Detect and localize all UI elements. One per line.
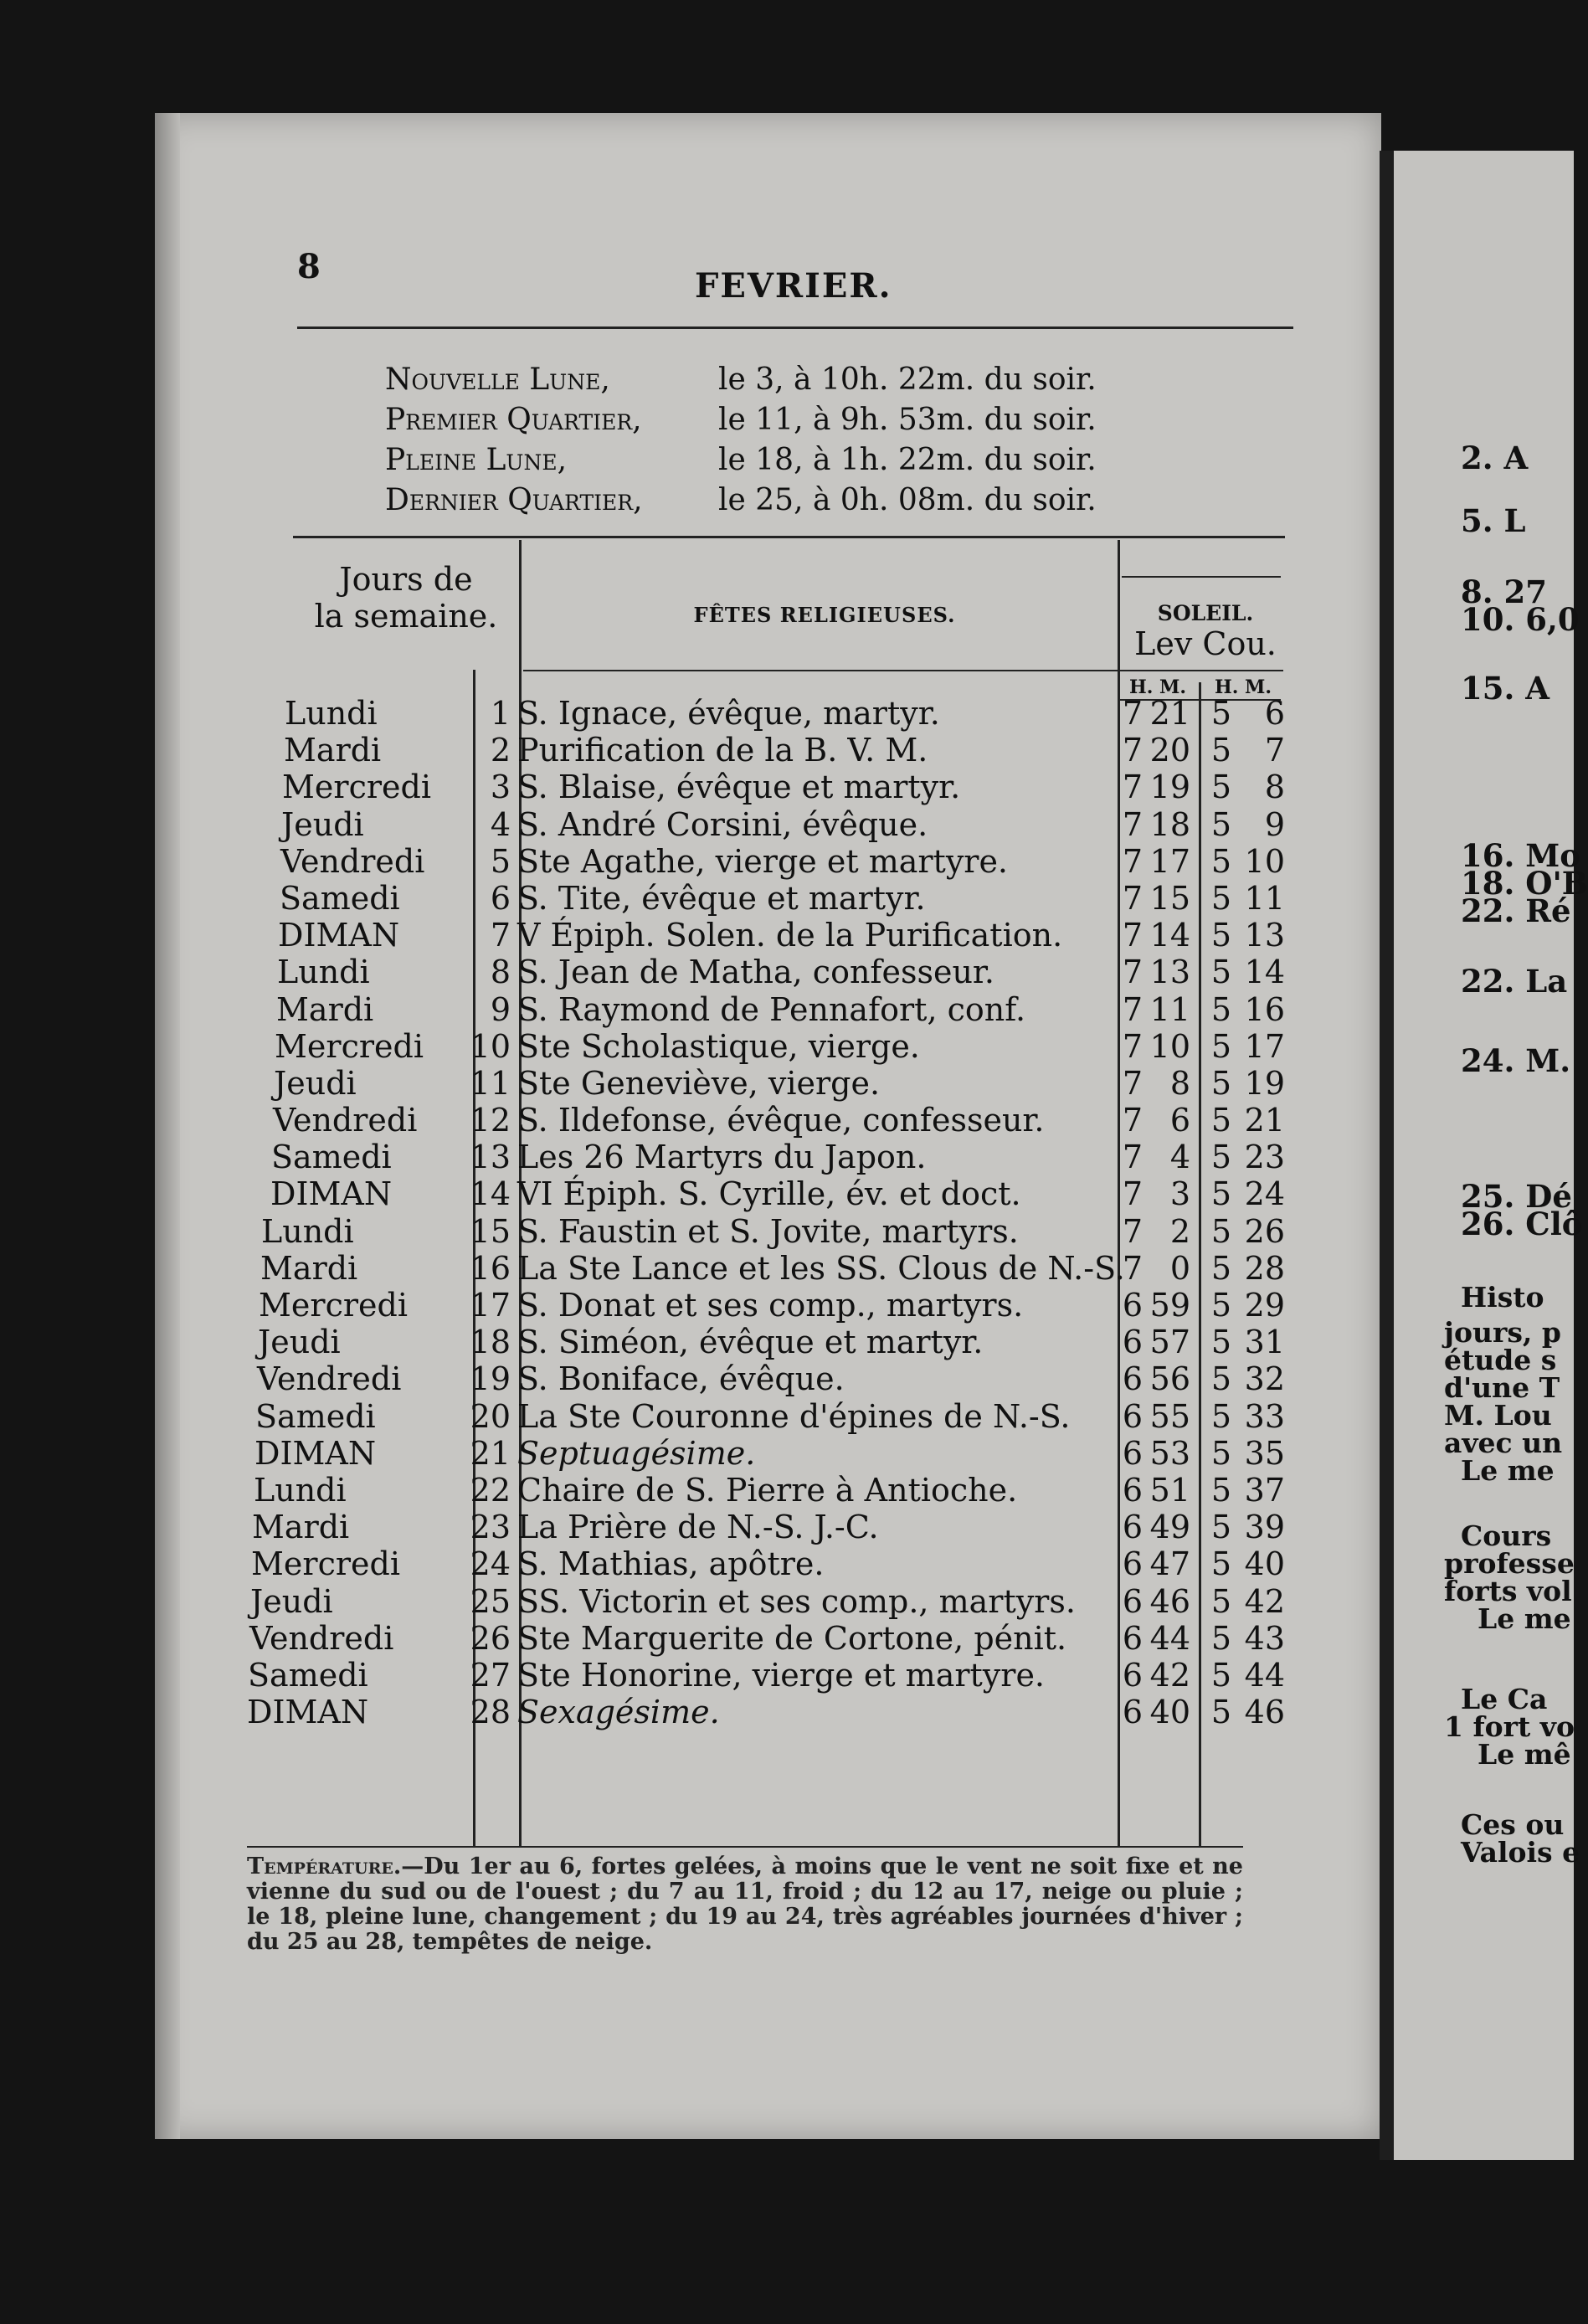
- sunrise-minute: 56: [1149, 1360, 1190, 1398]
- sunset-minute: 42: [1244, 1582, 1285, 1620]
- sunset-hour: 5: [1210, 1324, 1231, 1361]
- sunrise-minute: 57: [1149, 1324, 1190, 1361]
- day-number: 27: [470, 1656, 511, 1694]
- day-name: Samedi: [255, 1397, 376, 1435]
- header-feasts: FÊTES RELIGIEUSES.: [693, 603, 956, 627]
- sunrise-hour: 6: [1122, 1287, 1143, 1324]
- sunset-hour: 5: [1210, 1249, 1231, 1287]
- day-name: Vendredi: [257, 1360, 402, 1398]
- sunrise-minute: 20: [1149, 732, 1190, 769]
- sunset-minute: 33: [1244, 1397, 1285, 1435]
- day-name: Mardi: [276, 990, 374, 1028]
- facing-page-text: Valois e: [1461, 1836, 1580, 1869]
- sunrise-hour: 7: [1122, 1212, 1143, 1250]
- header-sun-sub: Lev Cou.: [1134, 625, 1277, 662]
- sunrise-hour: 7: [1122, 805, 1143, 843]
- header-sun: [1126, 601, 1285, 662]
- sunset-minute: 35: [1244, 1434, 1285, 1472]
- sunrise-minute: 46: [1149, 1582, 1190, 1620]
- sunrise-hour: 6: [1122, 1324, 1143, 1361]
- sunset-hour: 5: [1210, 1471, 1231, 1509]
- day-number: 11: [470, 1064, 511, 1102]
- sunrise-hour: 6: [1122, 1545, 1143, 1583]
- day-name: Vendredi: [249, 1619, 394, 1657]
- moon-phase-text: le 18, à 1h. 22m. du soir.: [718, 443, 1097, 477]
- sunset-minute: 28: [1244, 1249, 1285, 1287]
- sunrise-hour: 7: [1122, 732, 1143, 769]
- sunrise-hour: 6: [1122, 1619, 1143, 1657]
- header-days: [297, 561, 515, 635]
- header-days-line1: Jours de: [339, 561, 473, 598]
- sunrise-hour: 6: [1122, 1360, 1143, 1398]
- facing-page-text: d'une T: [1444, 1371, 1560, 1404]
- sunrise-hour: 7: [1122, 990, 1143, 1028]
- moon-phase-row: [385, 440, 1097, 481]
- sunrise-minute: 55: [1149, 1397, 1190, 1435]
- sunset-minute: 10: [1244, 842, 1285, 880]
- sunrise-hour: 7: [1122, 879, 1143, 917]
- day-number: 18: [470, 1324, 511, 1361]
- sunset-hour: 5: [1210, 990, 1231, 1028]
- sunrise-hour: 7: [1122, 1249, 1143, 1287]
- facing-page-text: Le me: [1461, 1454, 1555, 1487]
- sunset-hour: 5: [1210, 879, 1231, 917]
- day-name: Lundi: [261, 1212, 354, 1250]
- temperature-note: [247, 1854, 1243, 1955]
- facing-page-text: 10. 6,0: [1461, 601, 1580, 638]
- feast-name: S. Mathias, apôtre.: [517, 1545, 825, 1583]
- facing-page-text: 15. A: [1461, 670, 1549, 707]
- day-name: Jeudi: [281, 805, 364, 843]
- title-rule: [297, 326, 1293, 329]
- sunset-hour: 5: [1210, 1139, 1231, 1176]
- sunrise-minute: 8: [1169, 1064, 1190, 1102]
- day-number: 7: [490, 917, 511, 954]
- sunset-hour: 5: [1210, 1027, 1231, 1065]
- day-number: 28: [470, 1694, 511, 1731]
- day-number: 23: [470, 1509, 511, 1546]
- sunrise-hour: 7: [1122, 1102, 1143, 1139]
- day-number: 15: [470, 1212, 511, 1250]
- day-number: 12: [470, 1102, 511, 1139]
- moon-phase-text: le 11, à 9h. 53m. du soir.: [718, 403, 1097, 437]
- day-name: Jeudi: [258, 1324, 341, 1361]
- feast-name: S. Donat et ses comp., martyrs.: [517, 1287, 1024, 1324]
- sunrise-hour: 6: [1122, 1397, 1143, 1435]
- sunrise-minute: 2: [1169, 1212, 1190, 1250]
- sun-header-rule: [1122, 576, 1281, 578]
- feast-name: S. Jean de Matha, confesseur.: [517, 954, 994, 991]
- sunset-minute: 46: [1244, 1694, 1285, 1731]
- day-name: DIMAN: [270, 1175, 393, 1213]
- sunset-hour: 5: [1210, 1360, 1231, 1398]
- sunrise-minute: 19: [1149, 769, 1190, 806]
- sunrise-minute: 42: [1149, 1656, 1190, 1694]
- sunset-hour: 5: [1210, 695, 1231, 732]
- facing-page-text: 22. Ré: [1461, 892, 1571, 929]
- sunrise-minute: 51: [1149, 1471, 1190, 1509]
- sunrise-hour: 6: [1122, 1582, 1143, 1620]
- day-number: 9: [490, 990, 511, 1028]
- sunrise-minute: 15: [1149, 879, 1190, 917]
- sunrise-minute: 53: [1149, 1434, 1190, 1472]
- sunset-minute: 32: [1244, 1360, 1285, 1398]
- sunrise-minute: 49: [1149, 1509, 1190, 1546]
- sunset-minute: 16: [1244, 990, 1285, 1028]
- sunrise-minute: 59: [1149, 1287, 1190, 1324]
- sunrise-minute: 14: [1149, 917, 1190, 954]
- sunset-hour: 5: [1210, 1694, 1231, 1731]
- day-name: Mercredi: [251, 1545, 400, 1583]
- sunset-minute: 43: [1244, 1619, 1285, 1657]
- sunrise-minute: 18: [1149, 805, 1190, 843]
- sunrise-minute: 0: [1169, 1249, 1190, 1287]
- feast-name: La Ste Couronne d'épines de N.-S.: [517, 1397, 1071, 1435]
- day-name: Lundi: [285, 695, 378, 732]
- day-number: 22: [470, 1471, 511, 1509]
- sunrise-hour: 7: [1122, 1139, 1143, 1176]
- sunset-hour: 5: [1210, 1064, 1231, 1102]
- moon-phase-row: [385, 481, 1097, 521]
- facing-page-text: étude s: [1444, 1344, 1557, 1376]
- sunrise-hour: 7: [1122, 1027, 1143, 1065]
- day-name: Samedi: [280, 879, 400, 917]
- feast-name: S. Raymond de Pennafort, conf.: [517, 990, 1026, 1028]
- header-days-line2: la semaine.: [314, 598, 498, 635]
- sunset-minute: 7: [1264, 732, 1285, 769]
- feast-name: Purification de la B. V. M.: [517, 732, 928, 769]
- sunset-minute: 40: [1244, 1545, 1285, 1583]
- sunrise-hour: 7: [1122, 917, 1143, 954]
- sunset-minute: 23: [1244, 1139, 1285, 1176]
- feast-name: S. André Corsini, évêque.: [517, 805, 928, 843]
- facing-page-text: jours, p: [1444, 1316, 1561, 1349]
- moon-phase-name: Premier Quartier,: [385, 403, 642, 437]
- sunset-hour: 5: [1210, 1509, 1231, 1546]
- facing-page-text: forts vol: [1444, 1575, 1572, 1607]
- sunrise-minute: 47: [1149, 1545, 1190, 1583]
- facing-page-text: professe: [1444, 1547, 1575, 1580]
- facing-page-text: Cours: [1461, 1519, 1552, 1552]
- feast-name: Ste Honorine, vierge et martyre.: [517, 1656, 1046, 1694]
- sunrise-hour: 7: [1122, 842, 1143, 880]
- feast-name: V Épiph. Solen. de la Purification.: [517, 917, 1063, 954]
- day-number: 6: [490, 879, 511, 917]
- facing-page-text: Le Ca: [1461, 1683, 1548, 1715]
- day-name: Mercredi: [259, 1287, 408, 1324]
- sunset-minute: 26: [1244, 1212, 1285, 1250]
- day-name: Jeudi: [250, 1582, 333, 1620]
- sunset-hour: 5: [1210, 954, 1231, 991]
- facing-page-text: Histo: [1461, 1281, 1544, 1314]
- sunrise-hour: 7: [1122, 954, 1143, 991]
- sunset-hour: 5: [1210, 1175, 1231, 1213]
- sunset-hour: 5: [1210, 1434, 1231, 1472]
- facing-page-text: 24. M.: [1461, 1042, 1571, 1079]
- header-bottom-rule: [523, 670, 1283, 671]
- sunset-hour: 5: [1210, 1619, 1231, 1657]
- feast-name: Sexagésime.: [517, 1694, 720, 1731]
- sunset-hour: 5: [1210, 1397, 1231, 1435]
- feast-name: Ste Agathe, vierge et martyre.: [517, 842, 1009, 880]
- sunrise-minute: 3: [1169, 1175, 1190, 1213]
- sunrise-minute: 4: [1169, 1139, 1190, 1176]
- temperature-lead: Température.: [247, 1854, 402, 1879]
- table-top-rule: [293, 536, 1285, 538]
- day-name: Mercredi: [275, 1027, 424, 1065]
- day-name: Vendredi: [280, 842, 425, 880]
- day-number: 16: [470, 1249, 511, 1287]
- sunrise-hour: 6: [1122, 1656, 1143, 1694]
- sunset-hour: 5: [1210, 1212, 1231, 1250]
- sunset-minute: 14: [1244, 954, 1285, 991]
- moon-phase-text: le 25, à 0h. 08m. du soir.: [718, 483, 1097, 517]
- sunrise-hour: 6: [1122, 1471, 1143, 1509]
- feast-name: Septuagésime.: [517, 1434, 756, 1472]
- facing-page-text: Le me: [1478, 1602, 1571, 1635]
- sunrise-hour: 6: [1122, 1694, 1143, 1731]
- sunrise-minute: 10: [1149, 1027, 1190, 1065]
- day-name: Mardi: [284, 732, 382, 769]
- sunset-minute: 44: [1244, 1656, 1285, 1694]
- moon-phase-row: [385, 400, 1097, 440]
- footer-rule: [247, 1846, 1243, 1848]
- sunset-minute: 24: [1244, 1175, 1285, 1213]
- feast-name: S. Ildefonse, évêque, confesseur.: [517, 1102, 1045, 1139]
- facing-page-text: Ces ou: [1461, 1808, 1565, 1841]
- sunset-minute: 9: [1264, 805, 1285, 843]
- page-number: 8: [297, 247, 321, 286]
- feast-name: S. Tite, évêque et martyr.: [517, 879, 926, 917]
- sunset-hour: 5: [1210, 1656, 1231, 1694]
- sunset-minute: 29: [1244, 1287, 1285, 1324]
- day-name: Vendredi: [273, 1102, 418, 1139]
- day-name: Mardi: [252, 1509, 350, 1546]
- facing-page-text: 22. La: [1461, 963, 1568, 1000]
- facing-page-text: Le mê: [1478, 1738, 1571, 1771]
- day-number: 17: [470, 1287, 511, 1324]
- moon-phases: [385, 360, 1097, 521]
- sunset-hour: 5: [1210, 1582, 1231, 1620]
- feast-name: S. Siméon, évêque et martyr.: [517, 1324, 984, 1361]
- day-name: Mercredi: [282, 769, 431, 806]
- facing-page-text: 1 fort vo: [1444, 1710, 1575, 1743]
- sunset-minute: 39: [1244, 1509, 1285, 1546]
- facing-page-text: 8. 27: [1461, 573, 1547, 610]
- facing-page-text: M. Lou: [1444, 1399, 1552, 1432]
- sunrise-hour: 7: [1122, 1064, 1143, 1102]
- sunset-hour: 5: [1210, 1102, 1231, 1139]
- facing-page-text: 26. Clô: [1461, 1206, 1583, 1242]
- feast-name: Les 26 Martyrs du Japon.: [517, 1139, 927, 1176]
- header-sun-title: SOLEIL.: [1157, 601, 1254, 625]
- feast-name: S. Blaise, évêque et martyr.: [517, 769, 961, 806]
- sunset-minute: 11: [1244, 879, 1285, 917]
- feast-name: S. Faustin et S. Jovite, martyrs.: [517, 1212, 1019, 1250]
- day-name: Jeudi: [274, 1064, 357, 1102]
- day-name: Samedi: [271, 1139, 392, 1176]
- sunset-hour: 5: [1210, 769, 1231, 806]
- feast-name: VI Épiph. S. Cyrille, év. et doct.: [517, 1175, 1021, 1213]
- day-name: Lundi: [254, 1471, 347, 1509]
- sunrise-hour: 6: [1122, 1509, 1143, 1546]
- moon-phase-name: Pleine Lune,: [385, 443, 568, 477]
- sunset-hour: 5: [1210, 1287, 1231, 1324]
- sunrise-minute: 11: [1149, 990, 1190, 1028]
- day-number: 2: [490, 732, 511, 769]
- facing-page-text: 2. A: [1461, 440, 1529, 476]
- facing-page-text: avec un: [1444, 1427, 1563, 1459]
- facing-page-text: 18. O'B: [1461, 865, 1588, 902]
- day-number: 26: [470, 1619, 511, 1657]
- day-name: Lundi: [277, 954, 370, 991]
- facing-page-text: 16. Mo: [1461, 837, 1580, 874]
- moon-phase-row: [385, 360, 1097, 400]
- day-number: 5: [490, 842, 511, 880]
- page-spine-shadow: [155, 113, 180, 2139]
- sunset-minute: 17: [1244, 1027, 1285, 1065]
- sunrise-minute: 40: [1149, 1694, 1190, 1731]
- day-name: DIMAN: [247, 1694, 369, 1731]
- sunset-minute: 19: [1244, 1064, 1285, 1102]
- moon-phase-name: Nouvelle Lune,: [385, 362, 610, 397]
- sunset-minute: 6: [1264, 695, 1285, 732]
- day-name: DIMAN: [278, 917, 400, 954]
- sunset-hour: 5: [1210, 732, 1231, 769]
- sunset-hour: 5: [1210, 1545, 1231, 1583]
- moon-phase-name: Dernier Quartier,: [385, 483, 643, 517]
- sunset-minute: 13: [1244, 917, 1285, 954]
- day-number: 19: [470, 1360, 511, 1398]
- sunrise-hour: 7: [1122, 695, 1143, 732]
- sunrise-minute: 17: [1149, 842, 1190, 880]
- day-name: Mardi: [260, 1249, 358, 1287]
- day-number: 4: [490, 805, 511, 843]
- sunset-hour: 5: [1210, 917, 1231, 954]
- sunrise-minute: 21: [1149, 695, 1190, 732]
- feast-name: Ste Geneviève, vierge.: [517, 1064, 881, 1102]
- day-number: 3: [490, 769, 511, 806]
- temperature-text: —Du 1er au 6, fortes gelées, à moins que le vent ne soit fixe et ne vienne du sud ou de l'ouest ; du 7 au 11, froid ; du 12 au 17, neige ou pluie ; le 18, pleine lune, changement ; du 19 au 24, très agréables journées d'hiver ; du 25 au 28, tempêtes de neige.: [247, 1854, 1243, 1955]
- hm-lever: H. M.: [1128, 676, 1187, 698]
- sunset-minute: 8: [1264, 769, 1285, 806]
- feast-name: SS. Victorin et ses comp., martyrs.: [517, 1582, 1076, 1620]
- feast-name: S. Ignace, évêque, martyr.: [517, 695, 940, 732]
- day-number: 14: [470, 1175, 511, 1213]
- sunrise-minute: 6: [1169, 1102, 1190, 1139]
- feast-name: Ste Scholastique, vierge.: [517, 1027, 920, 1065]
- sunrise-hour: 7: [1122, 769, 1143, 806]
- feast-name: La Prière de N.-S. J.-C.: [517, 1509, 879, 1546]
- day-number: 21: [470, 1434, 511, 1472]
- day-number: 8: [490, 954, 511, 991]
- feast-name: Chaire de S. Pierre à Antioche.: [517, 1471, 1018, 1509]
- sunrise-hour: 7: [1122, 1175, 1143, 1213]
- sunset-minute: 37: [1244, 1471, 1285, 1509]
- day-number: 25: [470, 1582, 511, 1620]
- month-title: FEVRIER.: [695, 266, 892, 306]
- feast-name: La Ste Lance et les SS. Clous de N.-S.: [517, 1249, 1125, 1287]
- feast-name: Ste Marguerite de Cortone, pénit.: [517, 1619, 1067, 1657]
- day-number: 10: [470, 1027, 511, 1065]
- sunrise-hour: 6: [1122, 1434, 1143, 1472]
- sunrise-minute: 13: [1149, 954, 1190, 991]
- sunset-hour: 5: [1210, 805, 1231, 843]
- hm-coucher: H. M.: [1214, 676, 1272, 698]
- sunset-hour: 5: [1210, 842, 1231, 880]
- feast-name: S. Boniface, évêque.: [517, 1360, 845, 1398]
- day-name: Samedi: [248, 1656, 368, 1694]
- sunset-minute: 31: [1244, 1324, 1285, 1361]
- sunset-minute: 21: [1244, 1102, 1285, 1139]
- day-number: 1: [490, 695, 511, 732]
- day-name: DIMAN: [254, 1434, 377, 1472]
- facing-page-text: 25. Dé: [1461, 1178, 1572, 1215]
- day-number: 13: [470, 1139, 511, 1176]
- day-number: 24: [470, 1545, 511, 1583]
- day-number: 20: [470, 1397, 511, 1435]
- sunrise-minute: 44: [1149, 1619, 1190, 1657]
- moon-phase-text: le 3, à 10h. 22m. du soir.: [718, 362, 1097, 397]
- facing-page-text: 5. L: [1461, 502, 1526, 539]
